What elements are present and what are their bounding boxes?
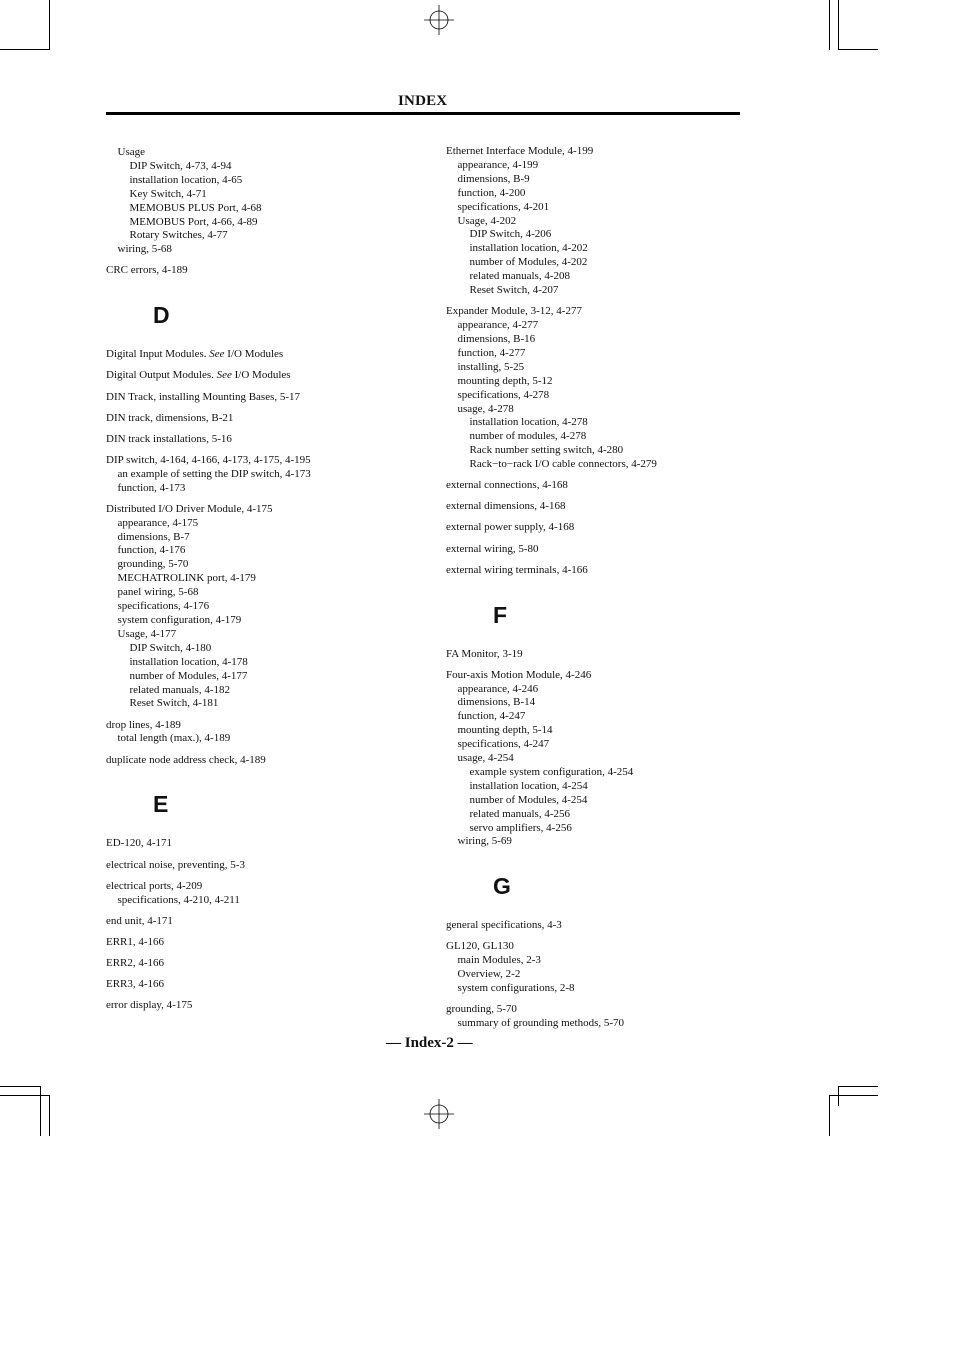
entry-text: Reset Switch, 4-207 (469, 284, 559, 297)
entry-text: external wiring, 5-80 (446, 542, 539, 555)
index-entry (106, 754, 426, 768)
entry-text: FA Monitor, 3-19 (446, 647, 523, 660)
entry-text: end unit, 4-171 (106, 914, 173, 927)
index-term (106, 391, 426, 405)
index-entry (446, 521, 766, 535)
entry-text: related manuals, 4-182 (129, 683, 230, 696)
entry-text: Reset Switch, 4-181 (129, 697, 219, 710)
index-entry (106, 503, 426, 712)
index-subentry (446, 724, 766, 738)
index-subentry (446, 738, 766, 752)
index-subentry (446, 458, 766, 472)
crop-mark (49, 0, 50, 50)
index-column-left (106, 146, 426, 1020)
entry-text: appearance, 4-199 (457, 158, 539, 171)
entry-text: installation location, 4-254 (469, 779, 588, 792)
index-subentry (446, 375, 766, 389)
index-subentry (446, 215, 766, 229)
index-term (106, 264, 426, 278)
entry-text: Key Switch, 4-71 (129, 187, 207, 200)
entry-text: external connections, 4-168 (446, 479, 568, 492)
entry-text: appearance, 4-175 (117, 516, 199, 529)
index-subentry (446, 347, 766, 361)
index-term (446, 479, 766, 493)
entry-text: wiring, 5-69 (457, 835, 512, 848)
index-subentry (446, 430, 766, 444)
entry-text: panel wiring, 5-68 (117, 586, 199, 599)
see-reference: See (216, 369, 232, 382)
index-subentry (106, 656, 426, 670)
index-subentry (446, 835, 766, 849)
index-term (446, 564, 766, 578)
index-subentry (446, 710, 766, 724)
entry-text: dimensions, B-7 (117, 530, 190, 543)
index-entry (446, 500, 766, 514)
index-subentry (446, 808, 766, 822)
index-entry (106, 412, 426, 426)
index-entry (106, 859, 426, 873)
index-entry (446, 305, 766, 472)
crop-mark (838, 1086, 839, 1106)
index-subentry (446, 319, 766, 333)
index-subentry (106, 202, 426, 216)
index-entry (446, 564, 766, 578)
entry-text: electrical noise, preventing, 5-3 (106, 858, 245, 871)
index-letter-heading: E (153, 791, 169, 818)
index-subentry (446, 683, 766, 697)
registration-mark-icon (424, 5, 454, 35)
entry-text: function, 4-173 (117, 481, 186, 494)
index-subentry (446, 270, 766, 284)
index-entry (446, 669, 766, 850)
entry-text: Rotary Switches, 4-77 (129, 229, 228, 242)
index-subentry (446, 444, 766, 458)
index-term (446, 648, 766, 662)
index-entry (106, 454, 426, 496)
entry-text: specifications, 4-247 (457, 738, 550, 751)
index-subentry (446, 794, 766, 808)
index-term (106, 880, 426, 894)
index-subentry (446, 752, 766, 766)
entry-text: error display, 4-175 (106, 998, 193, 1011)
index-term (446, 669, 766, 683)
crop-mark (0, 1095, 50, 1096)
page-number: — Index-2 — (386, 1035, 473, 1051)
entry-text: ERR2, 4-166 (106, 956, 165, 969)
index-subentry (446, 173, 766, 187)
index-entry (446, 1003, 766, 1031)
entry-text: Overview, 2-2 (457, 968, 521, 981)
entry-text: number of Modules, 4-177 (129, 669, 248, 682)
index-subentry (446, 416, 766, 430)
entry-text: wiring, 5-68 (117, 243, 172, 256)
entry-text: DIN Track, installing Mounting Bases, 5-17 (106, 390, 301, 403)
crop-mark (829, 1095, 830, 1136)
index-subentry (446, 228, 766, 242)
entry-text: Rack−to−rack I/O cable connectors, 4-279 (469, 458, 657, 471)
index-subentry (446, 256, 766, 270)
index-entry (446, 145, 766, 298)
crop-mark (49, 1095, 50, 1136)
index-subentry (106, 642, 426, 656)
index-subentry (446, 333, 766, 347)
entry-text: ERR1, 4-166 (106, 935, 165, 948)
index-entry (106, 999, 426, 1013)
index-subentry (106, 468, 426, 482)
entry-text: drop lines, 4-189 (106, 718, 181, 731)
index-entry (106, 936, 426, 950)
index-subentry (446, 780, 766, 794)
entry-text: dimensions, B-14 (457, 696, 536, 709)
entry-text: function, 4-277 (457, 346, 526, 359)
index-term (446, 500, 766, 514)
entry-text: installing, 5-25 (457, 360, 525, 373)
crop-mark (829, 1095, 878, 1096)
index-entry (106, 837, 426, 851)
index-entry (106, 369, 426, 383)
entry-text: Digital Input Modules. (106, 348, 210, 361)
see-reference: See (209, 348, 225, 361)
index-subentry (106, 558, 426, 572)
entry-text: function, 4-176 (117, 544, 186, 557)
entry-text: total length (max.), 4-189 (117, 732, 231, 745)
index-entry (106, 957, 426, 971)
index-term (106, 936, 426, 950)
index-subentry (106, 517, 426, 531)
index-term (106, 454, 426, 468)
index-term (106, 999, 426, 1013)
see-target: I/O Modules (224, 348, 284, 361)
index-term (106, 412, 426, 426)
entry-text: DIP Switch, 4-73, 4-94 (129, 159, 232, 172)
index-subentry (446, 201, 766, 215)
entry-text: Usage, 4-202 (457, 214, 517, 227)
entry-text: dimensions, B-9 (457, 172, 530, 185)
index-entry (106, 880, 426, 908)
index-subentry (106, 628, 426, 642)
entry-text: grounding, 5-70 (117, 558, 189, 571)
entry-text: DIN track, dimensions, B-21 (106, 411, 234, 424)
index-term (106, 433, 426, 447)
entry-text: Distributed I/O Driver Module, 4-175 (106, 502, 273, 515)
index-subentry (106, 160, 426, 174)
entry-text: DIP Switch, 4-180 (129, 641, 212, 654)
entry-text: system configurations, 2-8 (457, 982, 575, 995)
entry-text: general specifications, 4-3 (446, 919, 562, 932)
entry-text: Ethernet Interface Module, 4-199 (446, 145, 594, 157)
entry-text: number of Modules, 4-202 (469, 256, 588, 269)
index-term (106, 915, 426, 929)
index-term (446, 145, 766, 159)
index-subentry (446, 361, 766, 375)
index-term (446, 521, 766, 535)
index-term (106, 957, 426, 971)
entry-text: number of modules, 4-278 (469, 430, 587, 443)
crop-mark (0, 49, 50, 50)
index-subentry (106, 146, 426, 160)
index-subentry (446, 968, 766, 982)
entry-text: DIP Switch, 4-206 (469, 228, 552, 241)
index-term (446, 543, 766, 557)
index-entry (446, 919, 766, 933)
entry-text: function, 4-247 (457, 710, 526, 723)
entry-text: DIP switch, 4-164, 4-166, 4-173, 4-175, 4-195 (106, 453, 311, 466)
index-subentry (106, 544, 426, 558)
index-subentry (106, 894, 426, 908)
entry-text: usage, 4-278 (457, 402, 514, 415)
index-entry (446, 543, 766, 557)
crop-mark (838, 49, 878, 50)
index-subentry (446, 982, 766, 996)
index-letter-heading: G (493, 873, 511, 900)
index-subentry (106, 229, 426, 243)
index-entry (106, 146, 426, 257)
index-entry (106, 391, 426, 405)
index-subentry (446, 159, 766, 173)
index-subentry (106, 482, 426, 496)
entry-text: MEMOBUS Port, 4-66, 4-89 (129, 215, 258, 228)
see-target: I/O Modules (231, 369, 291, 382)
index-entry (106, 915, 426, 929)
index-term (446, 305, 766, 319)
entry-text: GL120, GL130 (446, 940, 514, 953)
entry-text: external dimensions, 4-168 (446, 500, 566, 513)
index-subentry (446, 822, 766, 836)
entry-text: electrical ports, 4-209 (106, 879, 203, 892)
entry-text: Digital Output Modules. (106, 369, 217, 382)
index-subentry (446, 766, 766, 780)
index-subentry (106, 572, 426, 586)
index-term (106, 859, 426, 873)
entry-text: installation location, 4-65 (129, 173, 243, 186)
entry-text: usage, 4-254 (457, 752, 514, 765)
entry-text: servo amplifiers, 4-256 (469, 821, 572, 834)
index-subentry (106, 586, 426, 600)
index-subentry (106, 188, 426, 202)
crop-mark (829, 0, 830, 50)
index-term (106, 369, 426, 383)
entry-text: summary of grounding methods, 5-70 (457, 1017, 625, 1030)
entry-text: Four-axis Motion Module, 4-246 (446, 668, 592, 681)
entry-text: mounting depth, 5-12 (457, 374, 553, 387)
crop-mark (838, 0, 839, 50)
index-column-right (446, 145, 766, 1038)
entry-text: Rack number setting switch, 4-280 (469, 444, 624, 457)
entry-text: specifications, 4-176 (117, 600, 210, 613)
header-rule (106, 112, 740, 115)
entry-text: ERR3, 4-166 (106, 977, 165, 990)
index-subentry (106, 531, 426, 545)
index-entry (106, 433, 426, 447)
entry-text: duplicate node address check, 4-189 (106, 753, 266, 766)
index-entry (106, 348, 426, 362)
entry-text: example system configuration, 4-254 (469, 765, 634, 778)
index-term (106, 348, 426, 362)
entry-text: installation location, 4-278 (469, 416, 588, 429)
entry-text: system configuration, 4-179 (117, 613, 242, 626)
index-entry (446, 479, 766, 493)
index-subentry (446, 696, 766, 710)
entry-text: an example of setting the DIP switch, 4-173 (117, 467, 311, 480)
index-term (446, 1003, 766, 1017)
entry-text: mounting depth, 5-14 (457, 724, 553, 737)
crop-mark (0, 1086, 40, 1087)
entry-text: Usage (117, 146, 145, 158)
index-letter-heading: F (493, 601, 508, 628)
entry-text: grounding, 5-70 (446, 1003, 517, 1016)
registration-mark-icon (424, 1099, 454, 1129)
index-subentry (446, 187, 766, 201)
entry-text: appearance, 4-277 (457, 319, 539, 332)
crop-mark (838, 1086, 878, 1087)
index-subentry (106, 174, 426, 188)
index-subentry (106, 670, 426, 684)
entry-text: specifications, 4-278 (457, 388, 550, 401)
entry-text: main Modules, 2-3 (457, 954, 541, 967)
entry-text: number of Modules, 4-254 (469, 793, 588, 806)
index-subentry (106, 614, 426, 628)
index-subentry (446, 284, 766, 298)
page-title: INDEX (398, 93, 448, 109)
index-entry (106, 719, 426, 747)
index-subentry (106, 216, 426, 230)
entry-text: DIN track installations, 5-16 (106, 432, 232, 445)
index-subentry (446, 403, 766, 417)
entry-text: CRC errors, 4-189 (106, 264, 188, 277)
entry-text: MECHATROLINK port, 4-179 (117, 572, 256, 585)
index-subentry (106, 243, 426, 257)
entry-text: installation location, 4-178 (129, 655, 248, 668)
entry-text: function, 4-200 (457, 186, 526, 199)
entry-text: specifications, 4-210, 4-211 (117, 893, 240, 906)
entry-text: Expander Module, 3-12, 4-277 (446, 305, 582, 318)
index-letter-heading: D (153, 302, 170, 329)
entry-text: MEMOBUS PLUS Port, 4-68 (129, 201, 262, 214)
entry-text: Usage, 4-177 (117, 627, 177, 640)
index-term (106, 978, 426, 992)
index-subentry (106, 684, 426, 698)
index-term (106, 837, 426, 851)
crop-mark (40, 1086, 41, 1136)
index-entry (106, 264, 426, 278)
index-term (446, 940, 766, 954)
index-subentry (106, 732, 426, 746)
index-subentry (106, 600, 426, 614)
entry-text: appearance, 4-246 (457, 682, 539, 695)
index-subentry (446, 242, 766, 256)
entry-text: related manuals, 4-256 (469, 807, 570, 820)
entry-text: installation location, 4-202 (469, 242, 588, 255)
entry-text: ED-120, 4-171 (106, 837, 172, 850)
entry-text: external power supply, 4-168 (446, 521, 575, 534)
index-term (106, 754, 426, 768)
index-entry (106, 978, 426, 992)
entry-text: related manuals, 4-208 (469, 270, 570, 283)
entry-text: specifications, 4-201 (457, 200, 550, 213)
index-entry (446, 940, 766, 996)
index-subentry (446, 954, 766, 968)
index-term (106, 503, 426, 517)
index-subentry (446, 1017, 766, 1031)
index-term (446, 919, 766, 933)
index-term (106, 719, 426, 733)
index-subentry (106, 697, 426, 711)
index-entry (446, 648, 766, 662)
entry-text: external wiring terminals, 4-166 (446, 563, 588, 576)
entry-text: dimensions, B-16 (457, 332, 536, 345)
index-subentry (446, 389, 766, 403)
